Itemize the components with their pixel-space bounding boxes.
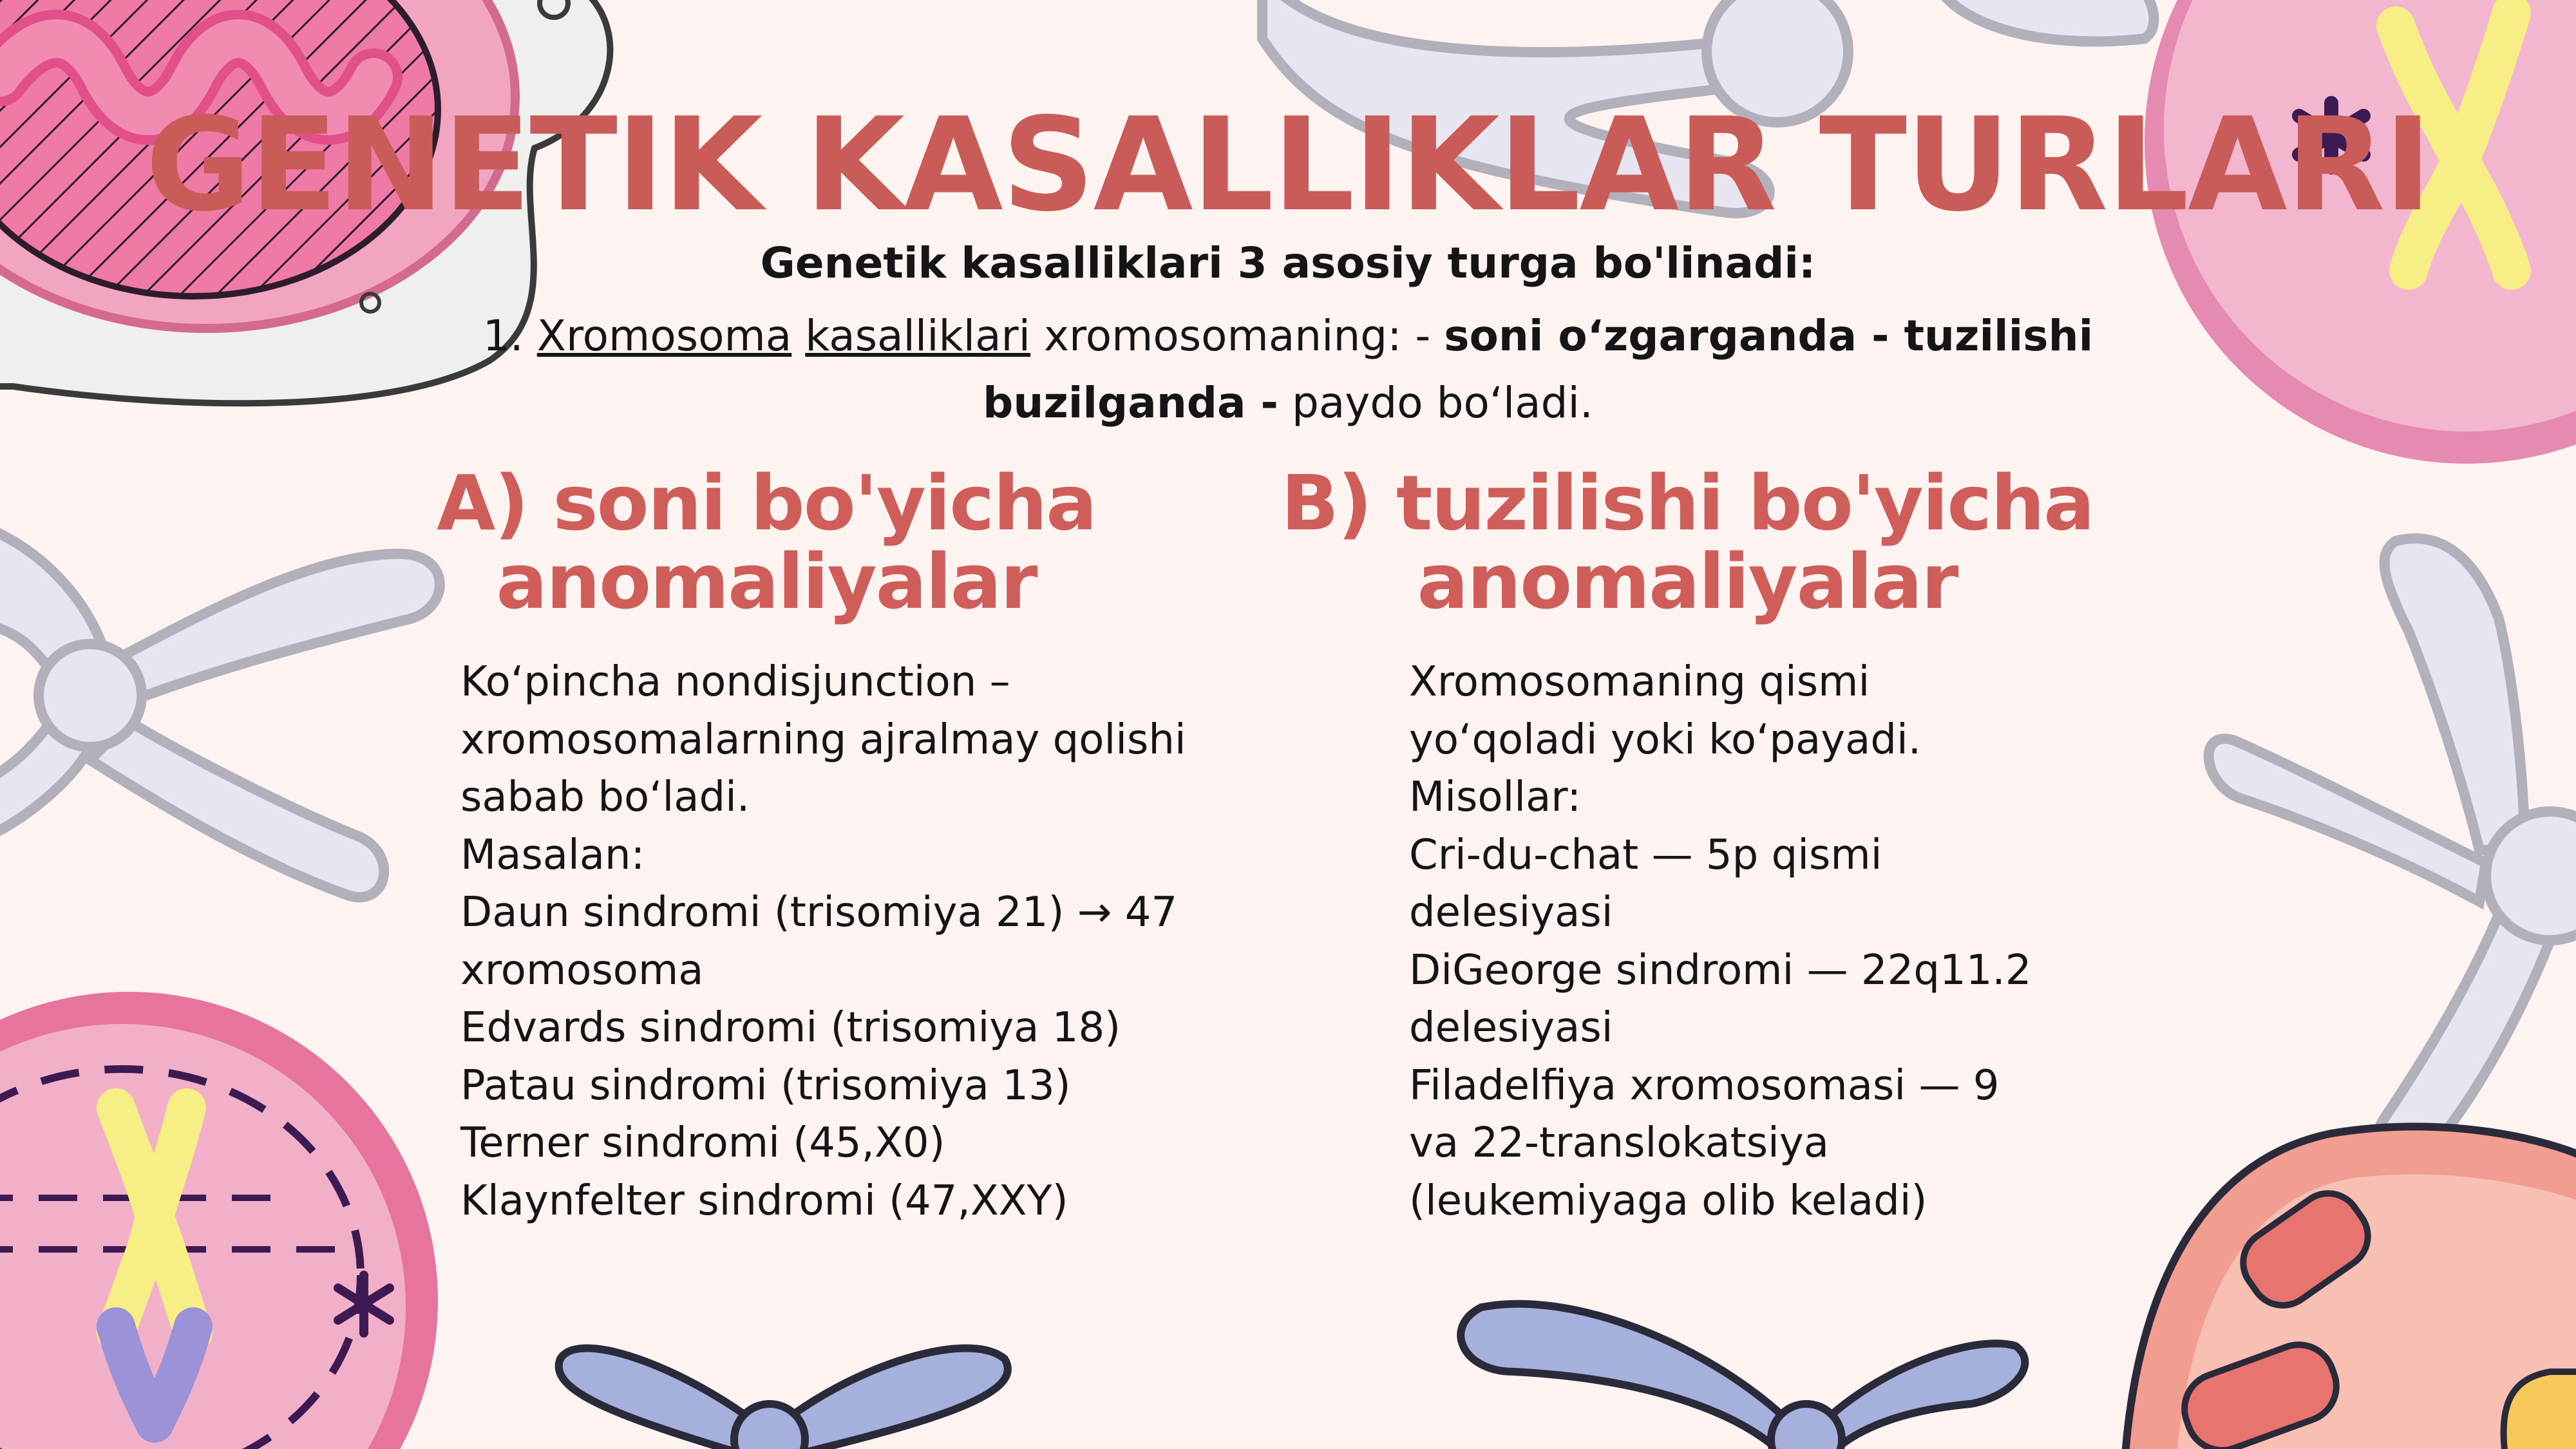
column-a-line: Ko‘pincha nondisjunction –	[460, 658, 1010, 706]
cell-bottom-left	[0, 992, 438, 1449]
intro-bold-1: soni o‘zgarganda - tuzilishi	[1444, 311, 2094, 361]
cell-bottom-right	[2125, 1126, 2576, 1449]
column-a-line: Edvards sindromi (trisomiya 18)	[460, 1004, 1121, 1052]
intro-paragraph	[361, 303, 2215, 437]
subtitle: Genetik kasalliklari 3 asosiy turga bo'linadi:	[760, 238, 1816, 288]
column-b-heading-line-2: anomaliyalar	[1417, 537, 1958, 626]
column-a-line: Daun sindromi (trisomiya 21) → 47	[460, 889, 1178, 936]
column-a-line: Masalan:	[460, 831, 645, 879]
chromosome-right	[2209, 538, 2576, 1161]
column-a-line: Klaynfelter sindromi (47,XXY)	[460, 1177, 1068, 1225]
column-a-heading	[361, 459, 1172, 626]
column-b-line: delesiyasi	[1409, 889, 1613, 936]
column-a-line: Patau sindromi (trisomiya 13)	[460, 1061, 1071, 1110]
column-b-heading-line-1: B) tuzilishi bo'yicha	[1281, 459, 2094, 547]
intro-bold-2: buzilganda -	[983, 378, 1278, 428]
column-b-line: Xromosomaning qismi	[1409, 658, 1870, 706]
column-a-heading-line-1: A) soni bo'yicha	[437, 459, 1096, 547]
column-b-line: (leukemiyaga olib keladi)	[1409, 1177, 1927, 1225]
column-a-line: sabab bo‘ladi.	[460, 773, 750, 821]
column-b-line: Filadelfiya xromosomasi — 9	[1409, 1061, 2000, 1110]
column-b-line: Misollar:	[1409, 773, 1582, 821]
column-a-heading-line-2: anomaliyalar	[496, 537, 1037, 626]
column-b-line: va 22-translokatsiya	[1409, 1119, 1829, 1167]
column-b-line: DiGeorge sindromi — 22q11.2	[1409, 946, 2032, 994]
column-a-body	[460, 654, 1246, 1230]
column-b-line: delesiyasi	[1409, 1004, 1613, 1052]
column-b-line: Cri-du-chat — 5p qismi	[1409, 831, 1882, 879]
intro-text-1: xromosomaning: -	[1044, 311, 1431, 361]
intro-underline-1: Xromosoma	[536, 311, 792, 361]
column-b-heading	[1256, 459, 2119, 626]
column-a-line: xromosomalarning ajralmay qolishi	[460, 715, 1186, 764]
column-b-body	[1409, 654, 2182, 1230]
column-a-line: xromosoma	[460, 946, 704, 994]
page-title: GENETIK KASALLIKLAR TURLARI	[145, 90, 2431, 240]
chromosome-bottom-a	[559, 1348, 1008, 1449]
chromosome-bottom-b	[1461, 1304, 2025, 1449]
column-a-line: Terner sindromi (45,X0)	[460, 1119, 945, 1167]
intro-text-2: paydo bo‘ladi.	[1291, 378, 1593, 428]
intro-number: 1.	[482, 311, 524, 361]
intro-underline-2: kasalliklari	[805, 311, 1031, 361]
column-b-line: yo‘qoladi yoki ko‘payadi.	[1409, 715, 1922, 764]
